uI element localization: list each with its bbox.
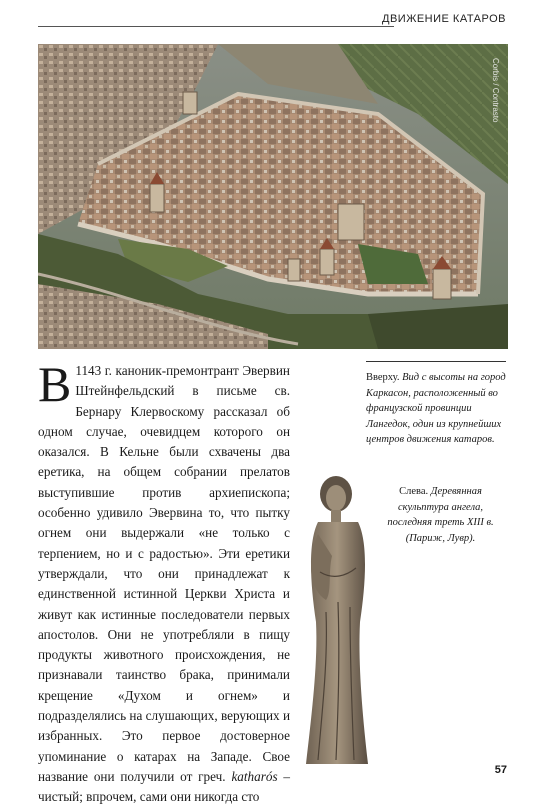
aerial-photo-carcassonne	[38, 44, 508, 349]
drop-cap: В	[38, 356, 72, 412]
caption-top	[366, 361, 506, 448]
caption-top-text: Вид с высоты на город Каркасон, расположенный во французской провинции Лангедок, один из крупнейших центров движения катаров.	[366, 372, 506, 445]
caption-left-text: Деревянная скульптура ангела, последняя треть XIII в. (Париж, Лувр).	[387, 486, 494, 544]
article-text-outro: – чистый; впрочем, сами они никогда сто	[38, 768, 291, 805]
angel-statue-figure	[288, 472, 384, 764]
caption-left-lead: Слева.	[399, 486, 429, 497]
angel-statue-image	[288, 472, 384, 764]
article-text-intro: 1143 г. каноник-премонтрант Эвервин Штейнфельдский в письме св. Бернару Клервоскому рассказал об одном случае, очевидцем которого он оказался. В Кельне были схвачены два еретика, на общем собрании прелатов выступившие против архиепископа; особенно удивило Эвервина то, что пытку огнем они выдержали «не только с терпением, но и с радостью». Эти еретики утверждали, что они принадлежат к единственной истинной Церкви Христа и живут как истинные последователи первых апостолов. Они не употребляли в пищу продукты животного происхождения, не признавали таинство брака, принимали крещение «Духом и огнем» и подразделялись на слушающих, верующих и избранных. Это первое достоверное упоминание о катарах на Западе. Свое название они получили от греч.	[38, 363, 290, 784]
header-rule	[38, 26, 394, 27]
photo-credit: Corbis / Contrasto	[491, 58, 500, 123]
greek-term: katharós	[231, 768, 278, 784]
page-number: 57	[494, 764, 507, 776]
caption-left	[378, 484, 503, 546]
aerial-photo-image	[38, 44, 508, 349]
caption-top-lead: Вверху.	[366, 372, 400, 383]
article-paragraph	[38, 356, 291, 808]
running-header	[0, 0, 546, 38]
section-title: ДВИЖЕНИЕ КАТАРОВ	[382, 13, 506, 25]
article-body	[38, 356, 291, 808]
